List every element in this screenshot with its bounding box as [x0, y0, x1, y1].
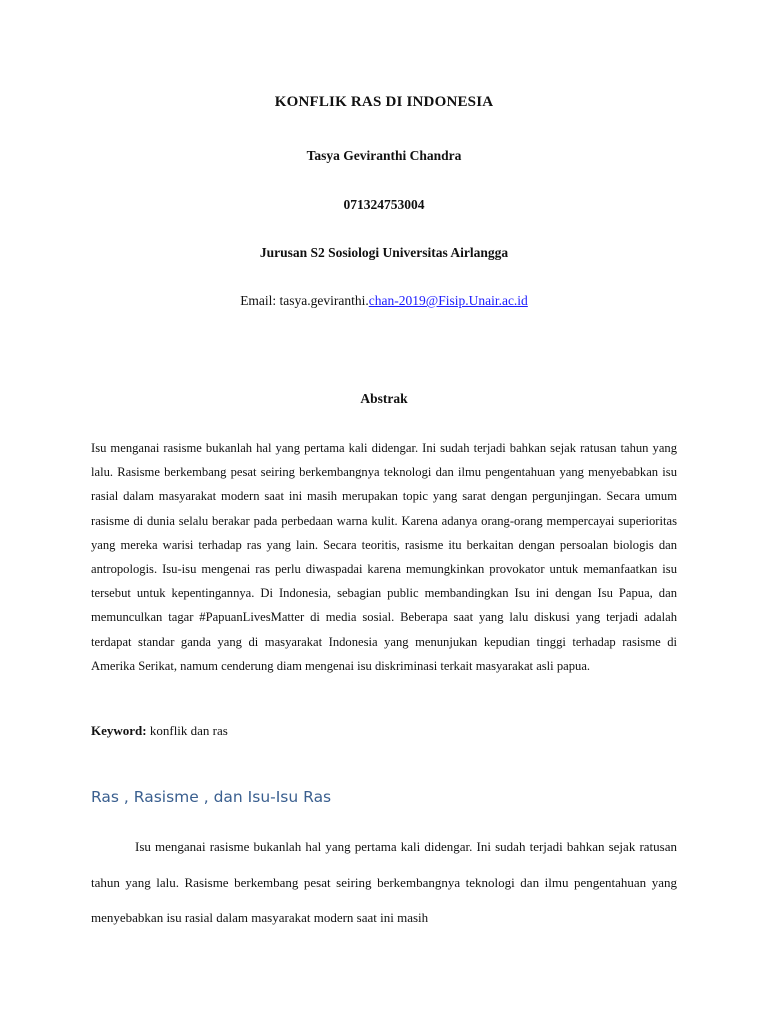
section-body-text: Isu menganai rasisme bukanlah hal yang pertama kali didengar. Ini sudah terjadi bahkan sejak ratusan tahun yang lalu. Rasisme berkembang pesat seiring berkembangnya teknologi dan ilmu pengentahuan yang menyebabkan isu rasial dalam masyarakat modern saat ini masih	[91, 839, 677, 925]
keyword-line	[91, 723, 228, 739]
department: Jurusan S2 Sosiologi Universitas Airlangga	[259, 245, 509, 260]
email-line	[0, 293, 768, 309]
section-heading: Ras , Rasisme , dan Isu-Isu Ras	[91, 788, 332, 806]
email-label: Email: tasya.geviranthi.	[240, 293, 369, 308]
keyword-value: konflik dan ras	[146, 723, 228, 738]
author-name: Tasya Geviranthi Chandra	[306, 148, 462, 163]
abstract-text: Isu menganai rasisme bukanlah hal yang pertama kali didengar. Ini sudah terjadi bahkan sejak ratusan tahun yang lalu. Rasisme berkembang pesat seiring berkembangnya teknologi dan ilmu pengentahuan yang menyebabkan isu rasial dalam masyarakat modern saat ini masih merupakan topic yang sarat dengan pergunjingan. Secara umum rasisme di dunia selalu berakar pada perbedaan warna kulit. Karena adanya orang-orang mempercayai superioritas yang mereka warisi terhadap ras yang lain. Secara teoritis, rasisme itu berkaitan dengan persoalan biologis dan antropologis. Isu-isu mengenai ras perlu diwaspadai karena memungkinkan provokator untuk memanfaatkan isu tersebut untuk kepentingannya. Di Indonesia, sebagian public membandingkan Isu ini dengan Isu Papua, dan memunculkan tagar #PapuanLivesMatter di media sosial. Beberapa saat yang lalu diskusi yang terjadi adalah terdapat standar ganda yang di masyarakat Indonesia yang menunjukan kepudian tinggi terhadap rasisme di Amerika Serikat, namum cenderung diam mengenai isu diskriminasi terkait masyarakat asli papua.	[91, 441, 677, 673]
student-id: 071324753004	[343, 197, 425, 212]
abstract-heading: Abstrak	[360, 391, 408, 406]
document-title: KONFLIK RAS DI INDONESIA	[274, 94, 494, 110]
email-link[interactable]: chan-2019@Fisip.Unair.ac.id	[368, 293, 528, 308]
keyword-label: Keyword:	[91, 723, 147, 738]
